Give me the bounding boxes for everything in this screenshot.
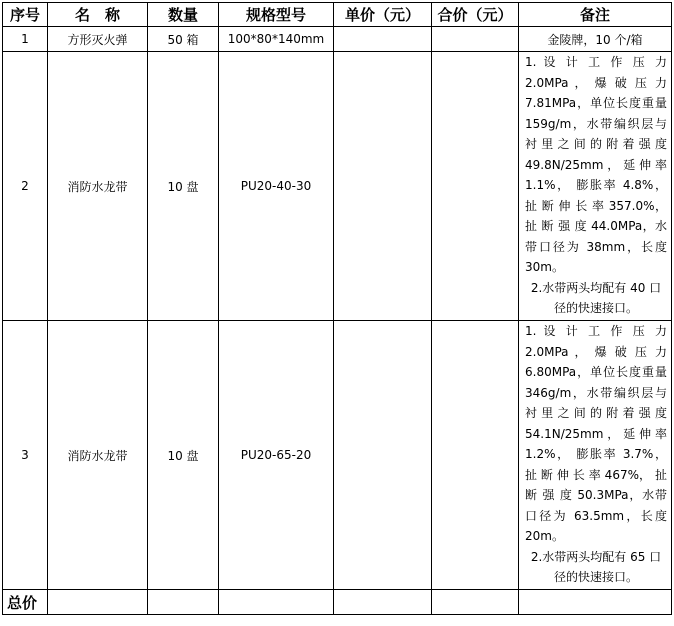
total-cell-empty xyxy=(334,590,432,615)
cell-total-price xyxy=(432,52,519,321)
cell-qty: 50 箱 xyxy=(148,27,219,52)
cell-spec: PU20-65-20 xyxy=(219,321,334,590)
cell-seq: 2 xyxy=(3,52,48,321)
cell-spec: PU20-40-30 xyxy=(219,52,334,321)
cell-unit-price xyxy=(334,52,432,321)
cell-name: 消防水龙带 xyxy=(48,321,148,590)
cell-unit-price xyxy=(334,27,432,52)
table-row xyxy=(3,52,672,321)
header-row xyxy=(3,3,672,27)
total-label: 总价 xyxy=(3,590,48,615)
header-remark: 备注 xyxy=(519,3,672,27)
table-row xyxy=(3,27,672,52)
cell-seq: 3 xyxy=(3,321,48,590)
header-qty: 数量 xyxy=(148,3,219,27)
total-cell-empty xyxy=(519,590,672,615)
header-total-price: 合价（元） xyxy=(432,3,519,27)
remark-paragraph-1: 1. 设 计 工 作 压 力 2.0MPa ， 爆 破 压 力 7.81MPa，单位长度重量 159g/m，水带编织层与衬里之间的附着强度 49.8N/25mm，延伸率 1.1%， 膨胀率 4.8%， 扯 断 伸 长 率 357.0%， 扯 断 强 度 44.0MPa，水带口径为 38mm，长度 30m。 xyxy=(525,55,667,274)
remark-text: 金陵牌，10 个/箱 xyxy=(547,32,643,47)
remark-paragraph-1: 1. 设 计 工 作 压 力 2.0MPa ， 爆 破 压 力 6.80MPa，单位长度重量 346g/m，水带编织层与衬里之间的附着强度 54.1N/25mm，延伸率 1.2%， 膨胀率 3.7%， 扯 断 伸 长 率 467%， 扯 断 强 度 50.3MPa，水带口径为 63.5mm，长度 20m。 xyxy=(525,324,667,543)
cell-qty: 10 盘 xyxy=(148,52,219,321)
quotation-table xyxy=(2,2,672,615)
header-unit-price: 单价（元） xyxy=(334,3,432,27)
header-spec: 规格型号 xyxy=(219,3,334,27)
header-name: 名 称 xyxy=(48,3,148,27)
total-cell-empty xyxy=(219,590,334,615)
cell-remark xyxy=(519,27,672,52)
cell-unit-price xyxy=(334,321,432,590)
remark-paragraph-2: 2.水带两头均配有 40 口径的快速接口。 xyxy=(530,280,662,315)
cell-total-price xyxy=(432,27,519,52)
cell-spec: 100*80*140mm xyxy=(219,27,334,52)
cell-seq: 1 xyxy=(3,27,48,52)
total-cell-empty xyxy=(148,590,219,615)
cell-remark xyxy=(519,52,672,321)
remark-paragraph-2: 2.水带两头均配有 65 口径的快速接口。 xyxy=(530,549,662,584)
total-row xyxy=(3,590,672,615)
cell-name: 方形灭火弹 xyxy=(48,27,148,52)
cell-name: 消防水龙带 xyxy=(48,52,148,321)
cell-remark xyxy=(519,321,672,590)
cell-total-price xyxy=(432,321,519,590)
total-cell-empty xyxy=(432,590,519,615)
cell-qty: 10 盘 xyxy=(148,321,219,590)
table-row xyxy=(3,321,672,590)
total-cell-empty xyxy=(48,590,148,615)
header-seq: 序号 xyxy=(3,3,48,27)
